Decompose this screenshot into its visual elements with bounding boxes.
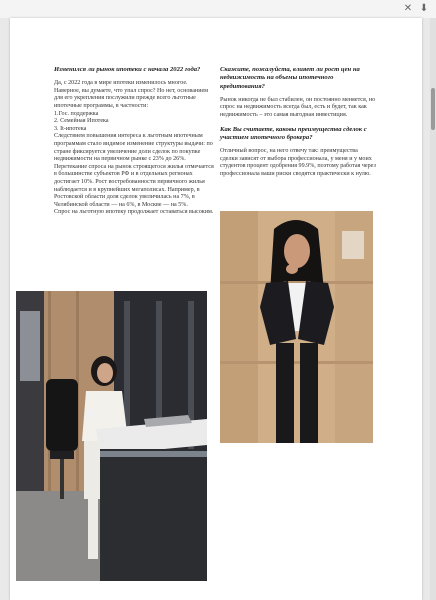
program-list-item: 3. It-ипотека: [54, 125, 87, 132]
close-icon[interactable]: ✕: [403, 3, 413, 14]
program-list-item: 2. Семейная Ипотека: [54, 118, 109, 125]
download-icon[interactable]: ⬇: [419, 3, 429, 14]
question-price-growth: Скажите, пожалуйста, влияет ли рост цен на недвижимость на объемы ипотечного кредитования?: [220, 66, 360, 90]
scrollbar[interactable]: [430, 18, 436, 600]
left-column: [54, 66, 214, 217]
answer-paragraph-1: Да, с 2022 года в мире ипотеки изменилось многое.: [54, 80, 188, 87]
answer-paragraph-3: Следствием повышения интереса к льготным ипотечным программам стало видимое изменение структуры выдачи: по стране фиксируется увеличение доли сделок по покупке недвижимости на первичном рынке с 23% до 26%. Перетекание спроса на рынок строящегося жилья отмечается в большинстве субъектов РФ и в отдельных регионах достигает 10%. Рост востребованности первичного жилья наблюдается и в крупнейших мегаполисах. Например, в Ростовской области доля сделок увеличилась на 7%, в Челябинской области — на 6%, в Москве — на 5%.: [54, 133, 214, 208]
photo-standing-black-suit: [220, 211, 373, 443]
answer-paragraph-2: Наверное, вы думаете, что упал спрос? Но нет, основанием для его укрепления послужили прежде всего льготные ипотечные программы, в частности:: [54, 87, 209, 110]
photo-office-desk: [16, 291, 207, 581]
viewer-toolbar: [0, 0, 436, 18]
program-list-item: 1.Гос. поддержка: [54, 110, 99, 117]
answer-broker-advantages: Отличный вопрос, на него отвечу так: преимущества сделки зависят от выбора профессионала, у меня и у моих студентов процент одобрения 99.9%, поэтому работая через профессионала ваши риски сводятся практически к нулю.: [220, 148, 376, 178]
scrollbar-thumb[interactable]: [431, 88, 435, 130]
magazine-page: [10, 18, 422, 600]
question-broker-advantages: Как Вы считаете, каковы преимущества сделок с участием ипотечного брокера?: [220, 125, 367, 141]
question-market-change: Изменился ли рынок ипотеки с начала 2022 года?: [54, 66, 201, 73]
answer-paragraph-4: Спрос на льготную ипотеку продолжает оставаться высоким.: [54, 209, 214, 216]
right-column: [220, 66, 376, 179]
answer-price-growth: Рынок никогда не был стабилен, он постоянно меняется, но спрос на недвижимость всегда был, есть и будет, так как недвижимость – это самая выгодная инвестиция.: [220, 96, 376, 119]
